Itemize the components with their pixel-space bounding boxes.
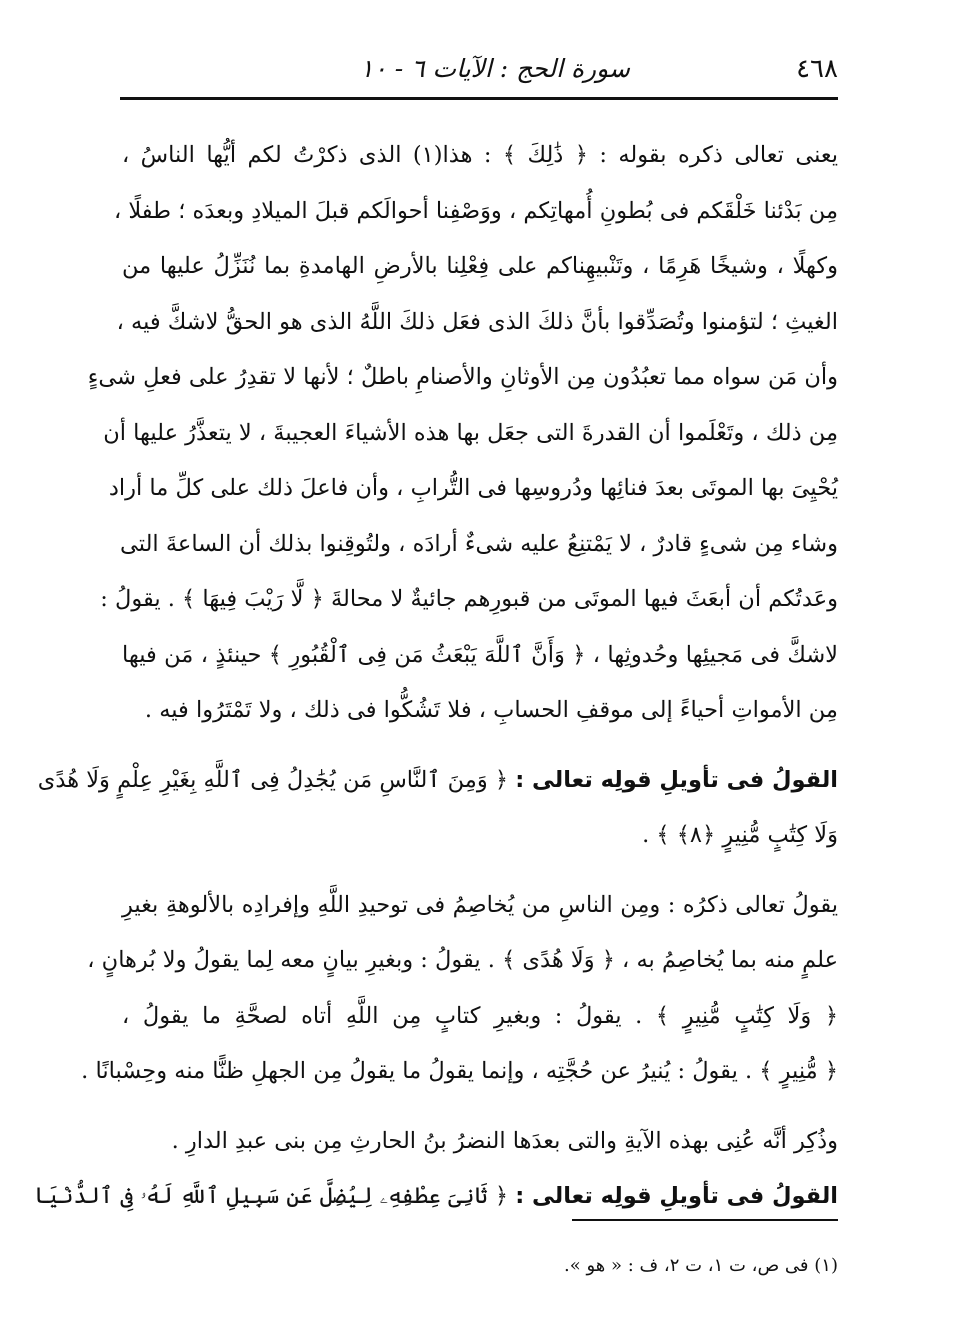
- footnote: (١) فى ص، ت ١، ت ٢، ف : « هو ».: [564, 1255, 838, 1276]
- section-heading: [37, 753, 838, 809]
- running-head: سورة الحج : الآيات ٦ - ١٠: [359, 54, 630, 83]
- header-rule: [120, 97, 838, 100]
- quran-verse: ﴿ وَمِنَ ٱلنَّاسِ مَن يُجَٰدِلُ فِى ٱللَّهِ بِغَيْرِ عِلْمٍ وَلَا هُدًى: [37, 766, 509, 793]
- page-header: [120, 48, 838, 94]
- heading-label: القولُ فى تأويلِ قولِه تعالى :: [515, 1183, 838, 1209]
- text-line: يُحْيِىَ بها الموتَى بعدَ فنائِها ودُروسِها فى التُّرابِ ، وأن فاعلَ ذلك على كلِّ ما أراد: [108, 475, 838, 501]
- quran-verse-continuation: وَلَا كِتَٰبٍ مُّنِيرٍ ﴿٨﴾ ﴾ .: [642, 822, 838, 848]
- text-line: مِن ذلك ، وتَعْلَموا أن القدرةَ التى جعَل بها هذه الأشياءَ العجيبةَ ، لا يتعذَّرُ عليها أن: [103, 419, 838, 446]
- page-body: [33, 128, 838, 1225]
- text-line: لاشكَّ فى مَجيئِها وحُدوثِها ، ﴿ وَأَنَّ ٱللَّهَ يَبْعَثُ مَن فِى ٱلْقُبُورِ ﴾ حينئذٍ ، مَن فيها: [122, 641, 838, 668]
- quran-verse: ﴿ ثَانِىَ عِطْفِهِۦ لِيُضِلَّ عَن سَبِيلِ ٱللَّهِ لَهُۥ فِى ٱلدُّنْيَا: [33, 1183, 509, 1209]
- footnote-rule: [572, 1219, 838, 1221]
- text-line: وعَدتُكم أن أبعَثَ فيها الموتَى من قبورِهم جائيةٌ لا محالةَ ﴿ لَّا رَيْبَ فِيهَا ﴾ . يقولُ :: [100, 586, 838, 612]
- text-line: الغيثِ ؛ لتؤمنوا وتُصَدِّقوا بأنَّ ذلكَ الذى فعَل ذلكَ اللَّهُ الذى هو الحقُّ لاشكَّ فيه ،: [116, 308, 838, 335]
- page-number: ٤٦٨: [796, 54, 838, 84]
- text-line: علمٍ منه بما يُخاصِمُ به ، ﴿ وَلَا هُدًى ﴾ . يقولُ : وبغيرِ بيانٍ معه لِما يقولُ ولا بُرهانٍ ،: [87, 947, 838, 973]
- text-line: مِن الأمواتِ أحياءً إلى موقفِ الحسابِ ، فلا تَشُكُّوا فى ذلك ، ولا تَمْتَرُوا فيه .: [144, 697, 838, 723]
- text-line: وكهلًا ، وشيخًا هَرِمًا ، وتَنْبيهِناكم على فِعْلِنا بالأرضِ الهامدةِ بما نُنَزِّلُ عليها من: [122, 253, 838, 279]
- section-heading: [33, 1169, 838, 1225]
- heading-label: القولُ فى تأويلِ قولِه تعالى :: [515, 766, 838, 793]
- text-line: يعنى تعالى ذكره بقوله : ﴿ ذَٰلِكَ ﴾ : هذا(١) الذى ذكرْتُ لكم أيُّها الناسُ ،: [122, 142, 838, 168]
- text-line: وأن مَن سواه مما تعبُدُون مِن الأوثانِ والأصنامِ باطلٌ ؛ لأنها لا تقدِرُ على فعلِ شىءٍ: [87, 364, 838, 390]
- text-line: مِن بَدْئنا خَلْقَكم فى بُطونِ أُمهاتِكم ، ووَصْفِنا أحوالَكم قبلَ الميلادِ وبعدَه ؛ طفلًا ،: [113, 197, 838, 224]
- text-line: ﴿ وَلَا كِتَٰبٍ مُّنِيرٍ ﴾ . يقولُ : وبغيرِ كتابٍ مِن اللَّهِ أتاه لصحَّةِ ما يقولُ ،: [122, 1002, 838, 1029]
- text-line: وذُكِر أنَّه عُنِى بهذه الآيةِ والتى بعدَها النضرُ بنُ الحارثِ مِن بنى عبدِ الدارِ .: [171, 1127, 838, 1154]
- text-line: وشاء مِن شىءٍ قادرٌ ، لا يَمْتنِعُ عليه شىءٌ أرادَه ، ولتُوقِنوا بذلك أن الساعةَ التى: [120, 530, 838, 557]
- text-line: يقولُ تعالى ذكرُه : ومِن الناسِ من يُخاصِمُ فى توحيدِ اللَّهِ وإفرادِه بالألوهةِ بغيرِ: [122, 891, 838, 918]
- text-line: ﴿ مُّنِيرٍ ﴾ . يقولُ : يُنيرُ عن حُجَّتِه ، وإنما يقولُ ما يقولُ مِن الجهلِ ظنًّا منه وحِسْبانًا .: [81, 1058, 838, 1084]
